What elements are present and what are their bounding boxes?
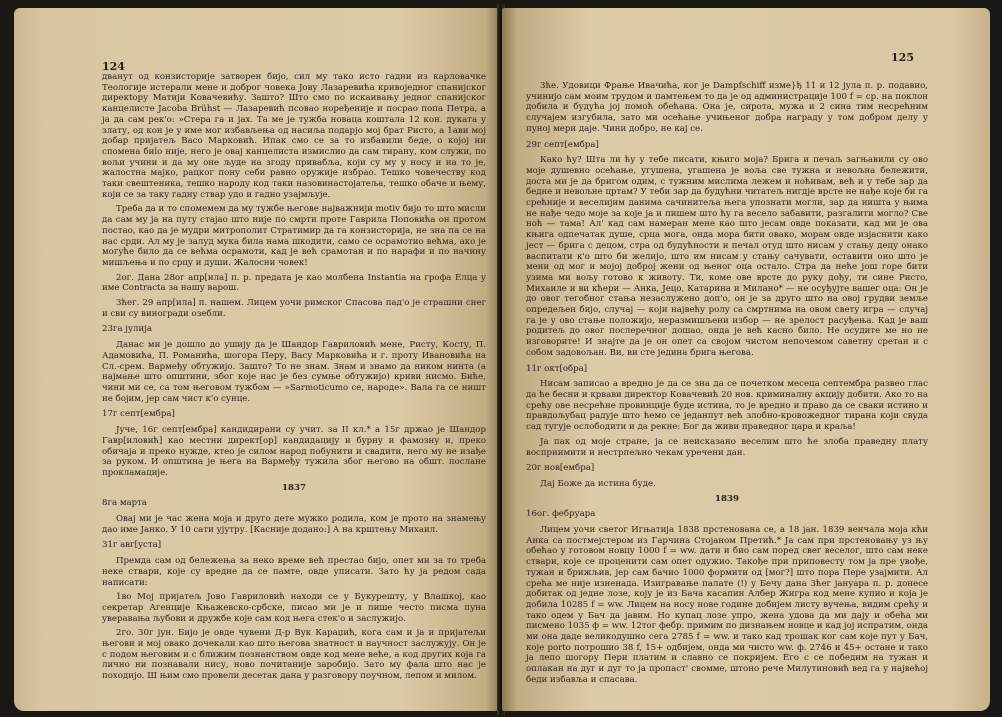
year-heading: 1837 [282,482,306,493]
page-number: 125 [891,51,914,64]
entry-date-heading: 29г септ[ембра] [526,139,599,150]
paragraph: Ја пак од моје стране, ја се неисказано веселим што ће злоба праведну плату восприимити и нестрпељно чекам уречени дан. [526,436,928,458]
page-number: 124 [102,60,125,73]
entry-date-heading: 16ог. фебруара [526,509,596,520]
paragraph: Данас ми је дошло до ушију да је Шандор Гавриловић мене, Ристу, Косту, П. Адамовића, П. Романића, шогора Перу, Васу Марковића и г. проту Ивановића на Сл.-срем. Вармеђу обтужијо. Зашто? То не знам. Знам и знамо да ником нинта (а најмање што општини, због које нас је без сумње обтужијо) криви нисмо. Биће, чини ми се, са том његовом тужбом — »Sarmoticumo се, народе». Вала га се ништ не бојим, јер сам чист к'о сунце. [102,340,486,404]
right-page-text [526,81,928,690]
paragraph: Лицем уочи светог Игњатија 1838 прстенована се, а 18 јан. 1839 венчала моја кћи Анка са постмејстером из Гарчина Стојаном Претић.* Ја сам при прстеновању уз њу обећао у готовом новцу 1000 f = ww. дати и био сам поред свег веселог, што сам неке ствари, које се проценити сам опет одужио. Такође при приповесту том ја пре увође, тужан и брижљив, јер сам бачио 1000 формити од [мог?] што пора Пере узајмити. Ал срећа ме није изненада. Изигравање палате (!) у Бечу дана 3ћег јануара п. р. донесе добитак од једне лозе, коју је из Бача касапин Албер Жигра код мене купио и која је добила 10285 f = ww. Лицем на носу нове године добијем листу вучења, видим срећу и тако одем у Бач да јавим. Но купац лозе упро, жена удова да ми дају и обећа ми писмено 1035 ф = ww. 12тог фебр. примим по дизнањем новце и кад јој испратим, онда ми она даде великодушно сега 2785 f = ww. и тако кад трошак ког сам које пут у Бач, које porto потрошио 38 f, 15+ одбијем, онда ми чисто ww. ф. 2746 и 45+ остане и тако ја лепо шогору Пери платим и славно се покријем. Его с се победим на тужан и оплакан на дуг и дуг то ја пропаст' свомме, штоно рече Милутиновић вед га у највећој беди избавља и спасава. [526,525,928,685]
paragraph: 1во Мој пријатељ Јово Гавриловић находи се у Букурешту, у Влашкој, као секретар Агенције Књажевско-србске, писао ми је и пише често писма пуна уверавања љубови и дружбе које сам код њега стек'о и заслужијо. [102,592,486,624]
entry-date-heading: 11г окт[обра] [526,363,588,374]
paragraph: 3ће. Удовици Фрање Ивачића, ког је Dampfschiff изме}ђ 11 и 12 јула п. р. подавио, учинијо сам моим трудом и памтењем то да је од администрације 100 f = ср. на поклон добила и будућа јој помоћ обећана. Она је, сирота, мужа и 2 сина тим несрећним случајем изгубила, зато ми осећање учињеног добра награду у том добром делу у пуној мери даје. Чини добро, не кај се. [526,81,928,134]
entry-date-heading: 31г авг[уста] [102,540,162,551]
paragraph: Јуче, 16г септ[ембра] кандидирани су учит. за II кл.* а 15г држао је Шандор Гавр[иловић] као местни директ[ор] кандидацију и бурну и фамозну и, преко обичаја и преко нужде, ктео је силом народ побунити и свадити, него му не изађе за руком. И општина је њега на Вармеђу тужила због његово на обшт. послане прокламације. [102,425,486,478]
paragraph: 3ћег. 29 апр[ила] п. нашем. Лицем уочи римског Спасова пад'о је страшни снег и сви су виногради озебли. [102,298,486,319]
paragraph: Премда сам од бележења за нeко време већ престао бијо, опет ми за то треба неке ствари, које су вредне да се памте, овде уписати. Зато ћу ја редом сада написати: [102,556,486,588]
entry-date-heading: 17г септ[ембра] [102,409,175,420]
year-heading: 1839 [715,493,739,504]
paragraph: Дај Боже да истина буде. [540,478,656,489]
paragraph: 2ог. Дана 28ог апр[ила] п. р. предата је као молбена Instantia на грофа Елца у име Contracta за нашу варош. [102,272,486,294]
paragraph: Нисам записао а вредно је да се зна да се почетком месеца септембра развео глас да ће бесни и крвави директор Ковачевић 20 нов. криминалну акцију добити. Ако то на срећу ове несрећне провинције буде истина, то је вредно и право да се сваки истино и правдољубац радује што ћемо се једанпут већ злобно-кровожедног тирана који свуда сад тугује ослободити и да рекне: Бог да живи праведног цара и краља! [526,379,928,433]
entry-date-heading: 23га јулија [102,324,152,335]
right-page [502,8,990,711]
paragraph: Треба да и то спомемем да му тужбе његове најважнији motiv бијо то што мисли да сам му ја на путу стајао што није по смрти проте Гаврила Поповића он протом постао, као да је мудри митрополит Стратимир да га конзисторија, не зна па се на нас срди. Ал му је залуд мука била нама шкодити, само се осрамотио већма, ако је могуће било да се већма осрамоти, кад је већ срамотан и по нарафи и по начину мишљења и по срцу и души. Жалосни човек! [102,204,486,268]
paragraph: Овај ми је час жена моја и друго дете мужко родила, ком је прото на знамењу дао име Јанко. У 10 сати ујутру. [Касније додано:] А на крштењу Михаил. [102,514,486,535]
paragraph: дванут од конзисторије затворен бијо, сил му тако исто гадни из карловачке Теологије истерали мене и доброг човека Јову Лазаревића кривоједног спанијског дирекtору Матији Ковачевићу. Зашто? Што смо по искаивању једног спанијског канцелисте Jacoba Brühst — Лазаревић псовао ноређеније и посрао попа Петра, а ја да сам рек'о: »Стера га и јах. Та ме је тужба новаца коштала 12 кон. дуката у злату, од кон је у име мог избављења од насиља подарјо мој брат Ристо, а 1ави мој добар пријатељ Васо Марковић. Ипак смо се за то избавили беде, о којој ни спомена биlo није, него је овај канцелиста измислио да сам тирану, ком служи, по вољи учини и да му оне људе на згоду привабља, који су му у носу и на то је, жалостна мајко, рацког пону себи равно оружије избрао. Тешко човечеству код таки свештеника, тешко народу код таки назовинастојатеља, тешко обаче и њему, који се за таку гадну ствар удо и гадно узајмљује. [102,72,486,200]
entry-date-heading: 8га марта [102,498,148,509]
left-page [14,8,500,711]
entry-date-heading: 20г нов[ембра] [526,463,595,474]
paragraph: 2го. 30г јун. Бијо је овде чувени Д-р Вук Караџић, кога сам и ја и пријатељи његови и мој овако дочекали као што његова знатност и научност заслужују. Он је с подом његовим и с ближим познанством овде код мене веће, а код других која га лично ни познавали нису, ново почитаније заробијо. Зато му фала што нас је походијо. Ш њим смо провели десетак дана у разговору поучном, лепом и милом. [102,628,486,682]
paragraph: Како ћу? Шта ли ћу у тебе писати, књиго моја? Брига и печаљ загњавили су ово моје душевно осећање, угушена, угашена је воља све тужна и невољна бележити, доста ми је да бригом одим, с тужним мислима лежем и ноћивам, већ и у тебе зар да бедне и невољне цртам? У теби зар да будућни читатељ нигдје врсте не нађе које би га срећније и веселијим данима сачинитеља њега упознати могли, зар да ништа у њима не нађе чедо моје за које ја и пишем што ћу га весело забавити, разгалити могло? Све ноћ — тама! Ал' кад сам намеран мене као што јесам овде показати, кад ми је ова књига одпечатак душе, срца мога, онда мора бити овако, морам овде изјаснити како јест — брига с децом, стра од будућности и печал отуд што нисам у стању децу онако васпитати к'о што би желијо, што им нисам у стању сачувати, оставити оно што је мени од мог и мојој доброј жени од њеног оца остало. Стра да неће још горе бити узима ми вољу готово к животу. Ти, коме ове врсте до руку дођу, ти сине Ристо, Михаиле и ви кћери — Анка, Јецо, Катарина и Милано* — не осуђујте вашег оца: Он је до овог тегобног стања незаслужено доп'о, он је за друго што на овој грудви земље опредељен бијо, случај — који највећу ролу са смртнима на овом свету игра — случај га је у ово стање положијо, неразмишљени избор — не зрелост расуђења. Кад је ваш родитељ до овог послеречног дошао, онда је већ касно било. Не осудите ме но не изговорите! И знајте да је он опет са својом чистом непочемом саветну сретан и с собом задовољан. Ви, ви сте једина брига његова. [526,155,928,358]
left-page-text [102,72,486,686]
